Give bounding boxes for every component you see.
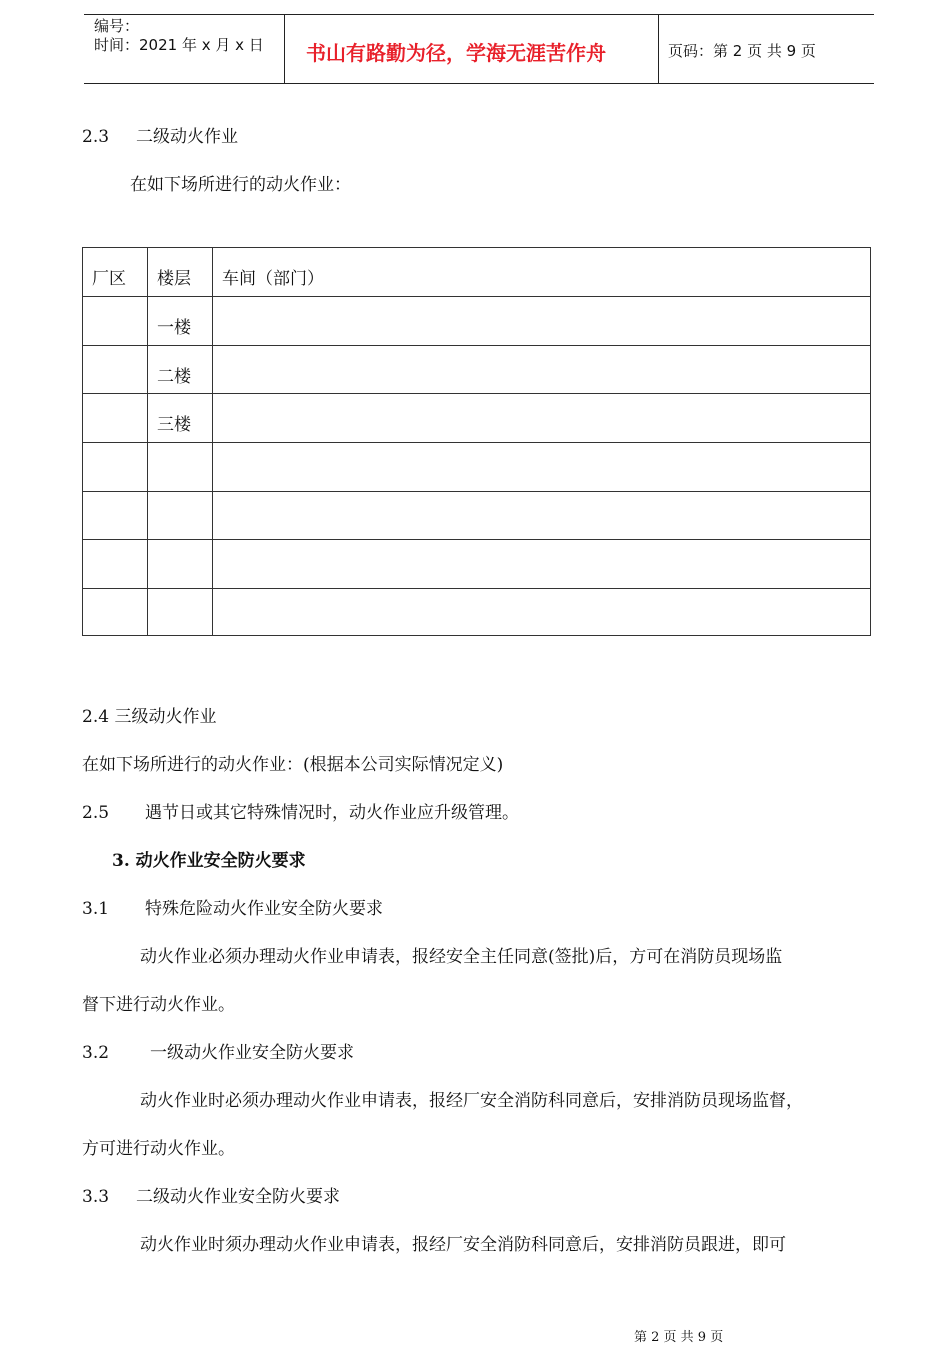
section-number: 3.1 — [82, 899, 110, 919]
section-title: 2.4 三级动火作业 — [82, 707, 217, 727]
table-cell-floor: 二楼 — [157, 367, 191, 387]
paragraph: 在如下场所进行的动火作业： — [130, 175, 351, 195]
paragraph: 动火作业必须办理动火作业申请表，报经安全主任同意(签批)后，方可在消防员现场监 — [140, 947, 783, 967]
header-time-label: 时间：2021 年 x 月 x 日 — [94, 36, 264, 54]
header-divider — [284, 15, 285, 83]
section-title: 二级动火作业 — [136, 127, 238, 147]
section-title: 二级动火作业安全防火要求 — [136, 1187, 340, 1207]
section-number: 2.5 — [82, 803, 110, 823]
paragraph: 方可进行动火作业。 — [82, 1139, 235, 1159]
section-number: 2.3 — [82, 127, 110, 147]
table-cell-floor: 一楼 — [157, 318, 191, 338]
table-header-cell: 厂区 — [92, 269, 126, 289]
header-motto: 书山有路勤为径，学海无涯苦作舟 — [306, 41, 606, 65]
section-number: 3.2 — [82, 1043, 110, 1063]
location-table — [82, 247, 871, 636]
header-divider — [658, 15, 659, 83]
paragraph: 遇节日或其它特殊情况时，动火作业应升级管理。 — [145, 803, 519, 823]
paragraph: 动火作业时须办理动火作业申请表，报经厂安全消防科同意后，安排消防员跟进，即可 — [140, 1235, 786, 1255]
section-heading: 3. 动火作业安全防火要求 — [112, 851, 306, 871]
paragraph: 动火作业时必须办理动火作业申请表，报经厂安全消防科同意后，安排消防员现场监督， — [140, 1091, 803, 1111]
paragraph: 在如下场所进行的动火作业：(根据本公司实际情况定义) — [82, 755, 504, 775]
header-number-label: 编号： — [94, 17, 140, 35]
section-title: 特殊危险动火作业安全防火要求 — [145, 899, 383, 919]
table-cell-floor: 三楼 — [157, 415, 191, 435]
table-header-cell: 楼层 — [157, 269, 191, 289]
section-title: 一级动火作业安全防火要求 — [150, 1043, 354, 1063]
page-footer: 第 2 页 共 9 页 — [634, 1330, 724, 1345]
header-page-label: 页码：第 2 页 共 9 页 — [668, 42, 816, 60]
section-number: 3.3 — [82, 1187, 110, 1207]
paragraph: 督下进行动火作业。 — [82, 995, 235, 1015]
table-header-cell: 车间（部门） — [222, 269, 324, 289]
